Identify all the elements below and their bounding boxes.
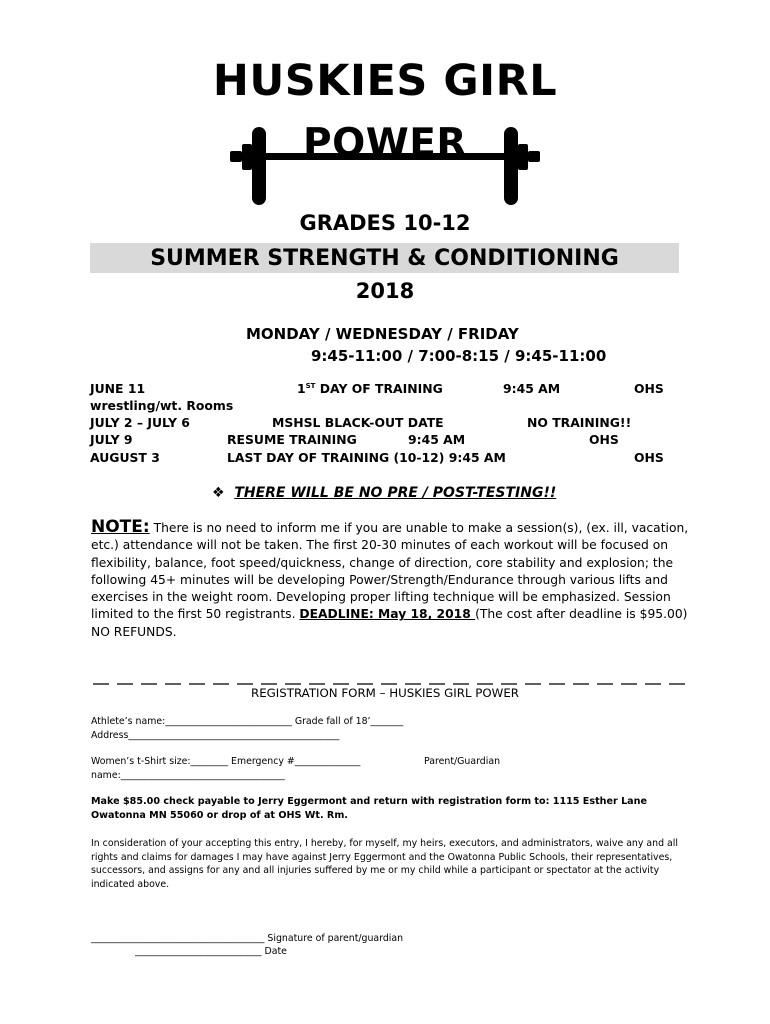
grades-heading: GRADES 10-12 (299, 211, 471, 235)
schedule-date-2: JULY 2 – JULY 6 (90, 415, 190, 430)
note-body: There is no need to inform me if you are unable to make a session(s), (ex. ill, vacation, etc.) attendance will not be taken. The first 20-30 minutes of each workout will be focused on flexibility, balance, foot speed/quickness, change of direction, core stability and explosion; the following 45+ minutes will be developing Power/Strength/Endurance through various lifts and exercises in the weight room. Developing proper lifting technique will be emphasized. Session limited to the first 50 registrants. (91, 521, 689, 622)
year-heading: 2018 (355, 279, 415, 303)
note-label: NOTE: (91, 517, 150, 537)
registration-form-title: REGISTRATION FORM – HUSKIES GIRL POWER (251, 686, 519, 700)
program-banner (90, 243, 679, 273)
parent-name-field[interactable]: name:___________________________________ (91, 770, 285, 781)
schedule-note-2: NO TRAINING!! (527, 415, 632, 430)
tshirt-emergency-field[interactable]: Women’s t-Shirt size:________ Emergency #______________ (91, 756, 361, 767)
schedule-event-1-text: DAY OF TRAINING (315, 381, 443, 396)
waiver-paragraph: In consideration of your accepting this entry, I hereby, for myself, my heirs, executors, and administrators, waive any and all rights and claims for damages I may have against Jerry Eggermont and the Owatonna Public Schools, their representatives, successors, and assigns for any and all injuries suffered by me or my child while a participant or spectator at the activity indicated above. (91, 838, 678, 890)
schedule-place-1-cont: wrestling/wt. Rooms (90, 398, 234, 413)
schedule-event-1-sup: ST (305, 381, 316, 390)
schedule-event-3: RESUME TRAINING (227, 432, 357, 447)
schedule-date-1: JUNE 11 (90, 381, 146, 396)
schedule-event-1-num: 1 (297, 381, 306, 396)
cut-line (91, 672, 691, 686)
pretest-notice (212, 485, 556, 501)
schedule-event-4: LAST DAY OF TRAINING (10-12) 9:45 AM (227, 450, 506, 465)
signature-field[interactable]: _____________________________________ Signature of parent/guardian (91, 933, 404, 944)
payment-line-2: Owatonna MN 55060 or drop of at OHS Wt. Rm. (91, 810, 348, 821)
date-field[interactable]: ___________________________ Date (135, 946, 287, 957)
training-days: MONDAY / WEDNESDAY / FRIDAY (246, 325, 519, 343)
schedule-place-3: OHS (589, 432, 619, 447)
title-line-1: HUSKIES GIRL (212, 56, 558, 106)
schedule-time-3: 9:45 AM (408, 432, 466, 447)
note-paragraph (91, 519, 691, 641)
payment-instructions (91, 795, 647, 823)
diamond-bullet-icon: ❖ (212, 485, 225, 501)
schedule-event-2: MSHSL BLACK-OUT DATE (272, 415, 444, 430)
title-line-2: POWER (303, 121, 467, 166)
schedule-date-4: AUGUST 3 (90, 450, 160, 465)
athlete-name-field[interactable]: Athlete’s name:___________________________ Grade fall of 18’_______ (91, 716, 404, 727)
schedule-event-1 (297, 380, 443, 397)
parent-guardian-label: Parent/Guardian (424, 756, 501, 767)
note-after: (The cost after deadline is $95.00) NO REFUNDS. (91, 607, 688, 639)
payment-line-1: Make $85.00 check payable to Jerry Eggermont and return with registration form to: 1115 Esther Lane (91, 796, 647, 807)
schedule-time-1: 9:45 AM (503, 381, 561, 396)
pretest-text: THERE WILL BE NO PRE / POST-TESTING!! (234, 485, 557, 501)
schedule-place-4: OHS (634, 450, 664, 465)
schedule-date-3: JULY 9 (90, 432, 133, 447)
deadline-text: DEADLINE: May 18, 2018 (299, 607, 476, 622)
address-field[interactable]: Address_____________________________________________ (91, 730, 340, 741)
schedule-place-1: OHS (634, 381, 664, 396)
program-banner-text: SUMMER STRENGTH & CONDITIONING (150, 246, 619, 271)
training-times: 9:45-11:00 / 7:00-8:15 / 9:45-11:00 (311, 347, 607, 365)
